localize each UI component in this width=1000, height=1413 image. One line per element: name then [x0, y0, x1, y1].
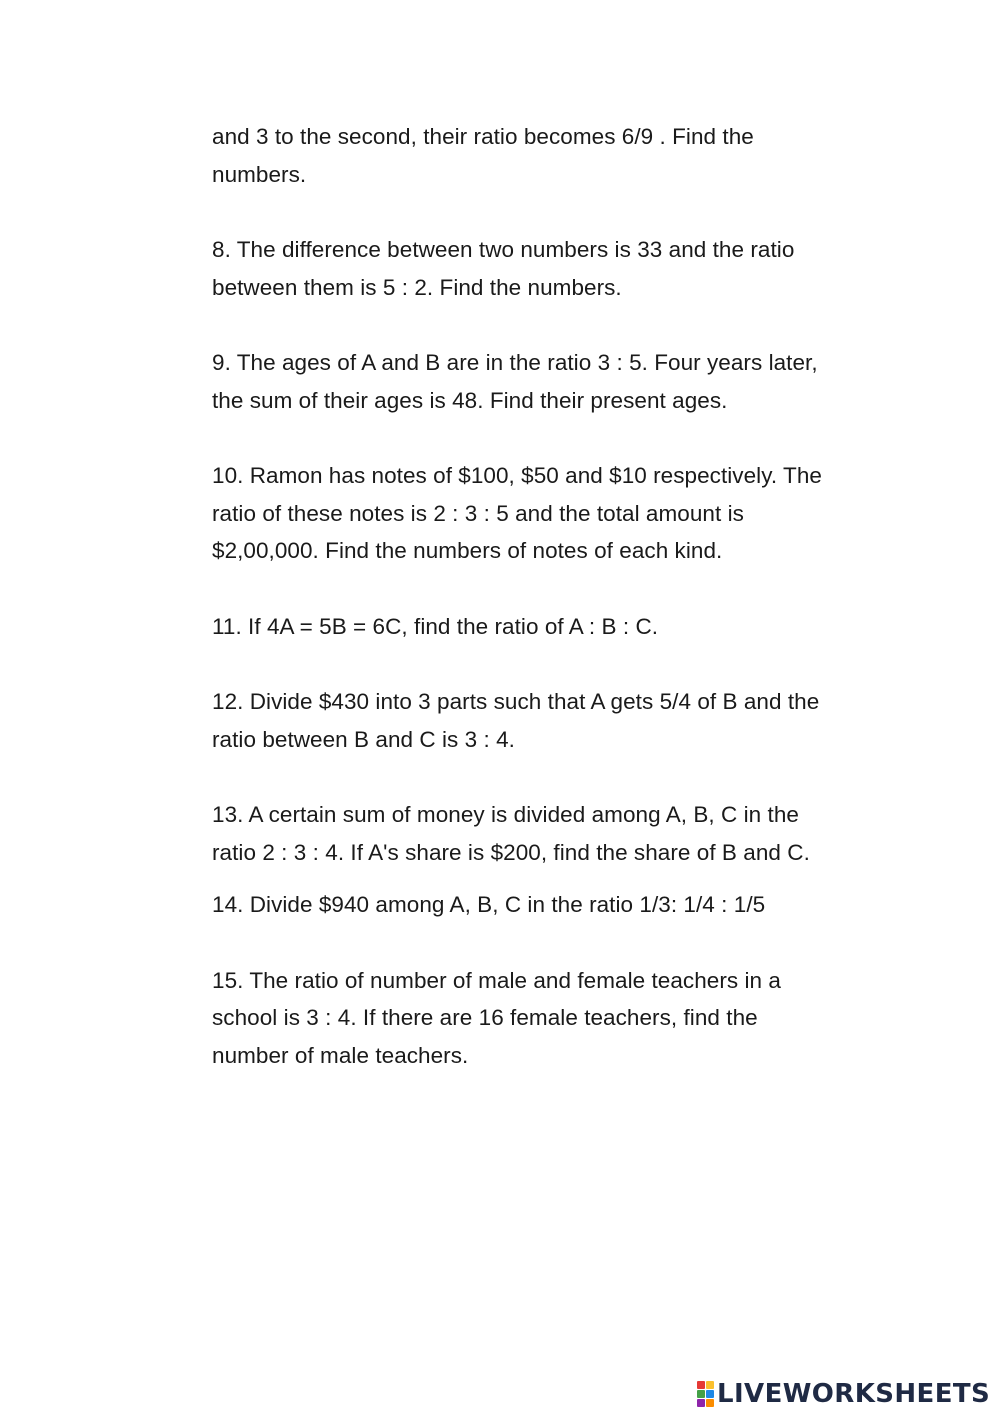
- question-9: 9. The ages of A and B are in the ratio 3 : 5. Four years later, the sum of their ages is 48. Find their present ages.: [212, 350, 818, 413]
- question-14: 14. Divide $940 among A, B, C in the ratio 1/3: 1/4 : 1/5: [212, 892, 766, 917]
- logo-wordmark: LIVEWORKSHEETS: [717, 1379, 991, 1409]
- question-10: 10. Ramon has notes of $100, $50 and $10 respectively. The ratio of these notes is 2 : 3 : 5 and the total amount is $2,00,000. Find the numbers of notes of each kind.: [212, 463, 822, 563]
- question-11: 11. If 4A = 5B = 6C, find the ratio of A : B : C.: [212, 613, 659, 639]
- question-7-continued: and 3 to the second, their ratio becomes 6/9 . Find the numbers.: [212, 124, 754, 187]
- question-list: [212, 118, 892, 1074]
- logo-mark-tile: [706, 1381, 714, 1389]
- question-12: 12. Divide $430 into 3 parts such that A gets 5/4 of B and the ratio between B and C is 3 : 4.: [212, 689, 820, 752]
- logo-mark-tile: [706, 1399, 714, 1407]
- question-13: 13. A certain sum of money is divided among A, B, C in the ratio 2 : 3 : 4. If A's share is $200, find the share of B and C.: [212, 802, 810, 865]
- logo-mark-icon: [697, 1381, 714, 1407]
- question-15: 15. The ratio of number of male and female teachers in a school is 3 : 4. If there are 16 female teachers, find the number of male teachers.: [212, 967, 781, 1068]
- logo-mark-tile: [697, 1381, 705, 1389]
- liveworksheets-logo: [697, 1378, 990, 1410]
- logo-mark-tile: [697, 1399, 705, 1407]
- question-8: 8. The difference between two numbers is 33 and the ratio between them is 5 : 2. Find the numbers.: [212, 237, 795, 300]
- logo-mark-tile: [706, 1390, 714, 1398]
- logo-mark-tile: [697, 1390, 705, 1398]
